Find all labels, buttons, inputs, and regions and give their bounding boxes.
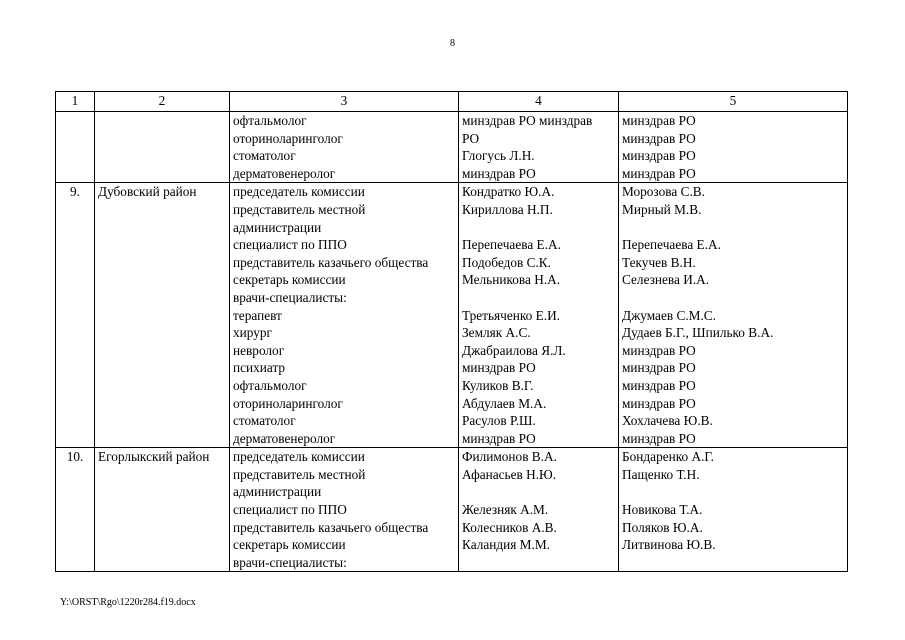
table-row <box>56 112 848 183</box>
table-header-row <box>56 92 848 112</box>
district-name <box>95 112 230 183</box>
position-line: дерматовенеролог <box>233 165 336 181</box>
page-number: 8 <box>450 38 455 49</box>
reserve-line: минздрав РО <box>622 148 696 164</box>
member-line: РО <box>462 130 480 146</box>
reserve-line: Морозова С.В. <box>622 184 705 200</box>
reserve-line: минздрав РО <box>622 395 696 411</box>
reserve-line: Мирный М.В. <box>622 201 702 217</box>
member-line: минздрав РО <box>462 430 536 446</box>
member-line: Джабраилова Я.Л. <box>462 342 566 358</box>
position-line: психиатр <box>233 360 286 376</box>
reserve-line <box>622 289 844 307</box>
member-line <box>462 554 615 572</box>
position-line: офтальмолог <box>233 113 307 128</box>
position-line: специалист по ППО <box>233 237 347 253</box>
members-cell <box>459 112 619 183</box>
reserve-line: Перепечаева Е.А. <box>622 237 721 253</box>
member-line: Расулов Р.Ш. <box>462 413 536 429</box>
commission-table <box>55 91 848 572</box>
position-line: хирург <box>233 325 272 341</box>
member-line <box>462 219 615 237</box>
file-path-footer: Y:\ORST\Rgo\1220r284.f19.docx <box>60 597 196 608</box>
position-line: администрации <box>233 484 322 500</box>
reserve-line <box>622 554 844 572</box>
position-line: администрации <box>233 219 322 235</box>
column-header: 5 <box>619 92 848 112</box>
position-line: невролог <box>233 342 285 358</box>
reserve-line: Литвинова Ю.В. <box>622 537 716 553</box>
position-line: врачи-специалисты: <box>233 554 347 570</box>
position-line: стоматолог <box>233 413 296 429</box>
table-row <box>56 448 848 572</box>
member-line: Железняк А.М. <box>462 502 549 518</box>
position-line: стоматолог <box>233 148 296 164</box>
reserve-line: минздрав РО <box>622 342 696 358</box>
reserve-line: минздрав РО <box>622 360 696 376</box>
position-line: терапевт <box>233 307 282 323</box>
reserve-line: Текучев В.Н. <box>622 254 696 270</box>
position-line: представитель казачьего общества <box>233 254 429 270</box>
member-line: Третьяченко Е.И. <box>462 307 560 323</box>
position-line: председатель комиссии <box>233 449 365 465</box>
position-line: представитель местной <box>233 466 366 482</box>
reserve-line: Хохлачева Ю.В. <box>622 413 713 429</box>
position-line: секретарь комиссии <box>233 537 346 553</box>
row-number <box>56 112 95 183</box>
row-number: 9. <box>56 183 95 448</box>
member-line: Глогусь Л.Н. <box>462 148 535 164</box>
position-line: дерматовенеролог <box>233 430 336 446</box>
row-number: 10. <box>56 448 95 572</box>
position-line: специалист по ППО <box>233 502 347 518</box>
member-line: минздрав РО <box>462 165 536 181</box>
reserve-line: минздрав РО <box>622 165 696 181</box>
position-line: врачи-специалисты: <box>233 289 347 305</box>
reserves-cell <box>619 183 848 448</box>
member-line: Земляк А.С. <box>462 325 531 341</box>
column-header: 2 <box>95 92 230 112</box>
member-line <box>462 483 615 501</box>
reserves-cell <box>619 448 848 572</box>
position-line: председатель комиссии <box>233 184 365 200</box>
member-line: Филимонов В.А. <box>462 449 557 465</box>
reserve-line <box>622 219 844 237</box>
district-name: Дубовский район <box>95 183 230 448</box>
column-header: 4 <box>459 92 619 112</box>
positions-cell <box>230 112 459 183</box>
column-header: 3 <box>230 92 459 112</box>
district-name: Егорлыкский район <box>95 448 230 572</box>
member-line: Каландия М.М. <box>462 537 550 553</box>
reserve-line: Пащенко Т.Н. <box>622 466 700 482</box>
members-cell <box>459 448 619 572</box>
member-line: минздрав РО минздрав <box>462 113 593 128</box>
members-cell <box>459 183 619 448</box>
reserve-line: Новикова Т.А. <box>622 502 703 518</box>
position-line: оториноларинголог <box>233 395 343 411</box>
reserve-line: Поляков Ю.А. <box>622 519 703 535</box>
position-line: оториноларинголог <box>233 130 343 146</box>
member-line: Кириллова Н.П. <box>462 201 553 217</box>
member-line <box>462 289 615 307</box>
reserve-line <box>622 483 844 501</box>
reserve-line: минздрав РО <box>622 430 696 446</box>
member-line: Кондратко Ю.А. <box>462 184 555 200</box>
member-line: Абдулаев М.А. <box>462 395 547 411</box>
reserves-cell <box>619 112 848 183</box>
reserve-line: Джумаев С.М.С. <box>622 307 716 323</box>
reserve-line: Дудаев Б.Г., Шпилько В.А. <box>622 325 774 341</box>
reserve-line: минздрав РО <box>622 130 696 146</box>
reserve-line: Селезнева И.А. <box>622 272 710 288</box>
member-line: Мельникова Н.А. <box>462 272 561 288</box>
reserve-line: минздрав РО <box>622 377 696 393</box>
member-line: минздрав РО <box>462 360 536 376</box>
positions-cell <box>230 448 459 572</box>
member-line: Колесников А.В. <box>462 519 557 535</box>
reserve-line: Бондаренко А.Г. <box>622 449 714 465</box>
reserve-line: минздрав РО <box>622 113 696 128</box>
position-line: представитель казачьего общества <box>233 519 429 535</box>
column-header: 1 <box>56 92 95 112</box>
member-line: Подобедов С.К. <box>462 254 552 270</box>
table-row <box>56 183 848 448</box>
member-line: Перепечаева Е.А. <box>462 237 561 253</box>
position-line: офтальмолог <box>233 377 307 393</box>
positions-cell <box>230 183 459 448</box>
position-line: представитель местной <box>233 201 366 217</box>
member-line: Афанасьев Н.Ю. <box>462 466 557 482</box>
member-line: Куликов В.Г. <box>462 377 534 393</box>
position-line: секретарь комиссии <box>233 272 346 288</box>
